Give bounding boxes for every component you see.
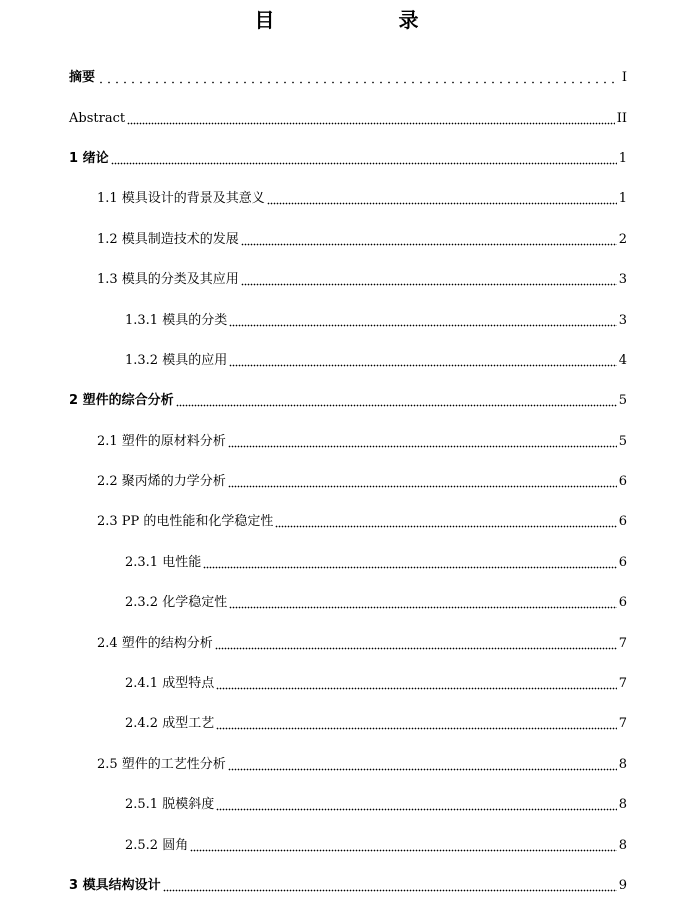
toc-entry[interactable] — [0, 381, 673, 421]
toc-entry[interactable] — [0, 866, 673, 906]
toc-entry-label: 2 塑件的综合分析 — [69, 393, 174, 409]
toc-entry-label: 2.1 塑件的原材料分析 — [97, 433, 226, 449]
toc-entry-label: 2.3.1 电性能 — [125, 554, 202, 570]
toc-entry[interactable] — [0, 543, 673, 583]
toc-entry[interactable] — [0, 260, 673, 300]
toc-entry[interactable] — [0, 98, 673, 138]
toc-entry[interactable] — [0, 664, 673, 704]
dot-leader — [229, 355, 617, 367]
dot-leader — [176, 395, 617, 407]
toc-entry-label: 2.5.2 圆角 — [125, 837, 189, 853]
dot-leader — [228, 436, 617, 448]
page-title: 目 录 — [254, 8, 471, 32]
dot-leader — [215, 638, 617, 650]
dot-leader — [127, 113, 615, 125]
toc-entry-label: 2.3 PP 的电性能和化学稳定性 — [97, 514, 274, 530]
toc-entry-page: 8 — [618, 837, 627, 853]
toc-entry-page: 8 — [618, 756, 627, 772]
toc-entry[interactable] — [0, 745, 673, 785]
toc-entry-page: II — [616, 110, 627, 126]
toc-entry-label: 1.1 模具设计的背景及其意义 — [97, 191, 265, 207]
dot-leader — [228, 759, 617, 771]
toc-entry[interactable] — [0, 139, 673, 179]
toc-entry[interactable] — [0, 300, 673, 340]
toc-entry-label: Abstract — [69, 110, 126, 126]
toc-entry-page: 8 — [618, 797, 627, 813]
toc-entry-label: 2.4.2 成型工艺 — [125, 716, 215, 732]
dot-leader — [229, 597, 617, 609]
toc-entry[interactable] — [0, 623, 673, 663]
toc-entry-page: 7 — [618, 635, 627, 651]
toc-entry[interactable] — [0, 502, 673, 542]
dot-leader — [241, 234, 617, 246]
dot-leader — [97, 72, 619, 84]
toc-entry-label: 1.2 模具制造技术的发展 — [97, 231, 239, 247]
toc-entry-page: 4 — [618, 352, 627, 368]
toc-entry[interactable] — [0, 704, 673, 744]
toc-entry-page: 5 — [618, 433, 627, 449]
toc-entry-page: 7 — [618, 716, 627, 732]
toc-entry-page: 1 — [618, 191, 627, 207]
toc-entry-label: 3 模具结构设计 — [69, 878, 161, 893]
dot-leader — [111, 153, 617, 165]
toc-entry-page: 3 — [618, 312, 627, 328]
toc-entry-page: 3 — [618, 272, 627, 288]
toc-entry[interactable] — [0, 341, 673, 381]
toc-entry-label: 2.3.2 化学稳定性 — [125, 595, 228, 611]
toc-entry-page: 1 — [618, 150, 627, 166]
toc-entry-page: 7 — [618, 676, 627, 692]
toc-entry-page: 9 — [618, 878, 627, 893]
toc-entry-page: I — [621, 70, 627, 86]
toc-entry-label: 2.4.1 成型特点 — [125, 676, 215, 692]
toc-entry[interactable] — [0, 58, 673, 98]
toc-entry[interactable] — [0, 583, 673, 623]
toc-entry-label: 1.3.2 模具的应用 — [125, 352, 228, 368]
toc-entry-page: 6 — [618, 554, 627, 570]
dot-leader — [203, 557, 617, 569]
toc-entry-label: 1.3 模具的分类及其应用 — [97, 272, 239, 288]
toc-entry-page: 5 — [618, 393, 627, 409]
toc-entry[interactable] — [0, 462, 673, 502]
dot-leader — [216, 799, 617, 811]
toc-entry-label: 2.2 聚丙烯的力学分析 — [97, 474, 226, 490]
toc-entry[interactable] — [0, 220, 673, 260]
toc-entry-page: 6 — [618, 595, 627, 611]
toc-entry[interactable] — [0, 785, 673, 825]
dot-leader — [241, 274, 617, 286]
toc-entry-label: 1 绪论 — [69, 150, 109, 166]
dot-leader — [228, 476, 617, 488]
dot-leader — [216, 678, 617, 690]
toc-entry-label: 2.5 塑件的工艺性分析 — [97, 756, 226, 772]
dot-leader — [275, 516, 616, 528]
dot-leader — [267, 193, 617, 205]
toc-entry-page: 6 — [618, 514, 627, 530]
dot-leader — [190, 840, 617, 852]
toc-entry[interactable] — [0, 825, 673, 865]
toc-entry[interactable] — [0, 179, 673, 219]
dot-leader — [216, 718, 617, 730]
toc-entry-label: 1.3.1 模具的分类 — [125, 312, 228, 328]
toc-entry-page: 6 — [618, 474, 627, 490]
toc-entry-label: 2.4 塑件的结构分析 — [97, 635, 213, 651]
dot-leader — [229, 315, 617, 327]
toc-entry[interactable] — [0, 422, 673, 462]
toc-entry-page: 2 — [618, 231, 627, 247]
dot-leader — [163, 880, 617, 892]
toc-entry-label: 2.5.1 脱模斜度 — [125, 797, 215, 813]
table-of-contents — [0, 58, 673, 906]
toc-entry-label: 摘要 — [69, 70, 96, 86]
